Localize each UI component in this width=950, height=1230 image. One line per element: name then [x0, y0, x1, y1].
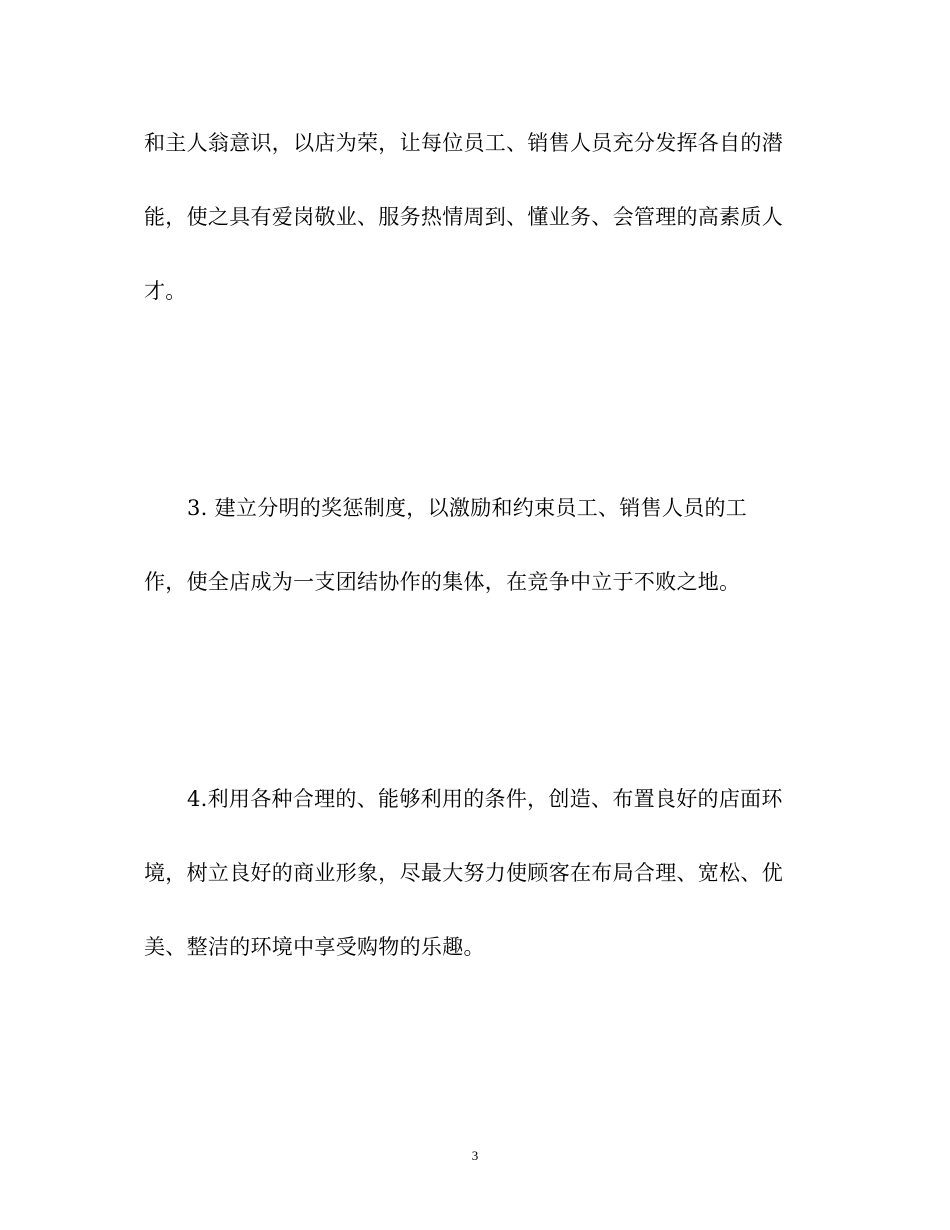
paragraph-line: 作，使全店成为一支团结协作的集体，在竞争中立于不败之地。 — [144, 570, 741, 594]
paragraph-line: 境，树立良好的商业形象，尽最大努力使顾客在布局合理、宽松、优 — [144, 861, 783, 885]
paragraph-line: 美、整洁的环境中享受购物的乐趣。 — [144, 935, 485, 959]
page-number: 3 — [471, 1148, 479, 1163]
paragraph-line: 才。 — [144, 279, 187, 303]
paragraph-line: 和主人翁意识，以店为荣，让每位员工、销售人员充分发挥各自的潜 — [144, 131, 783, 155]
paragraph-line: 能，使之具有爱岗敬业、服务热情周到、懂业务、会管理的高素质人 — [144, 205, 783, 229]
paragraph-line: 4.利用各种合理的、能够利用的条件，创造、布置良好的店面环 — [187, 787, 783, 811]
paragraph-line: 3. 建立分明的奖惩制度，以激励和约束员工、销售人员的工 — [187, 496, 748, 520]
